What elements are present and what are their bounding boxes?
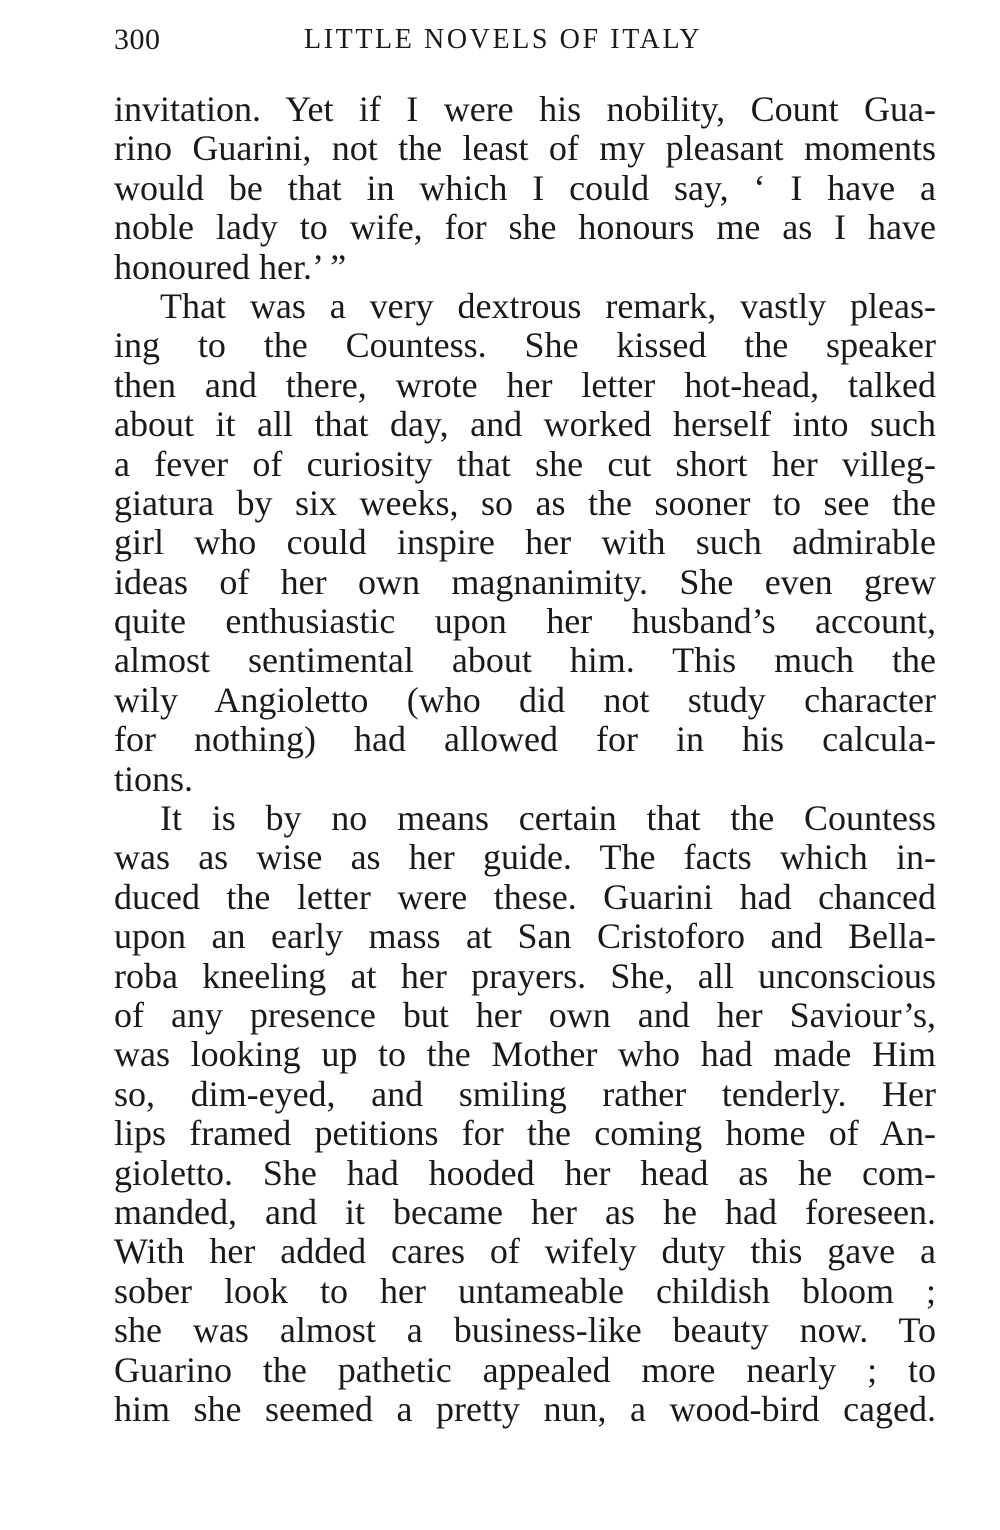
text-line: of any presence but her own and her Saviour’s, [114, 995, 936, 1035]
text-line: gioletto. She had hooded her head as he com- [114, 1153, 936, 1193]
text-line: quite enthusiastic upon her husband’s account, [114, 602, 936, 642]
text-line: she was almost a business-like beauty now. To [114, 1311, 936, 1351]
paragraph-1 [114, 90, 936, 287]
text-line: manded, and it became her as he had foreseen. [114, 1192, 936, 1232]
text-line: tions. [114, 759, 194, 799]
text-line: almost sentimental about him. This much the [114, 641, 936, 681]
text-line: That was a very dextrous remark, vastly pleas- [160, 286, 936, 326]
text-line: invitation. Yet if I were his nobility, Count Gua- [114, 90, 936, 129]
text-line: noble lady to wife, for she honours me as I have [114, 208, 936, 248]
text-line: was looking up to the Mother who had made Him [114, 1035, 936, 1075]
text-line: ideas of her own magnanimity. She even grew [114, 562, 936, 602]
text-line: upon an early mass at San Cristoforo and Bella- [114, 917, 936, 957]
running-head: LITTLE NOVELS OF ITALY [304, 24, 703, 55]
page-header [114, 18, 934, 62]
text-line: It is by no means certain that the Countess [160, 799, 936, 839]
text-line: so, dim-eyed, and smiling rather tenderly. Her [114, 1074, 936, 1114]
text-line: honoured her.’ ” [114, 247, 347, 287]
paragraph-2 [114, 287, 936, 799]
text-line: a fever of curiosity that she cut short her villeg- [114, 444, 936, 484]
text-line: was as wise as her guide. The facts which in- [114, 838, 936, 878]
text-line: girl who could inspire her with such admirable [114, 523, 936, 563]
body-text [114, 90, 936, 1429]
text-line: wily Angioletto (who did not study character [114, 680, 936, 720]
text-line: lips framed petitions for the coming home of An- [114, 1114, 936, 1154]
text-line: rino Guarini, not the least of my pleasant moments [114, 129, 936, 169]
text-line: Guarino the pathetic appealed more nearly ; to [114, 1350, 936, 1390]
text-line: roba kneeling at her prayers. She, all unconscious [114, 956, 936, 996]
text-line: giatura by six weeks, so as the sooner to see the [114, 483, 936, 523]
text-line: him she seemed a pretty nun, a wood-bird caged. [114, 1389, 936, 1429]
text-line: then and there, wrote her letter hot-head, talked [114, 365, 936, 405]
text-line: With her added cares of wifely duty this gave a [114, 1232, 936, 1272]
text-line: ing to the Countess. She kissed the speaker [114, 326, 936, 366]
text-line: would be that in which I could say, ‘ I have a [114, 168, 936, 208]
text-line: sober look to her untameable childish bloom ; [114, 1271, 936, 1311]
page-number: 300 [114, 23, 161, 56]
text-line: for nothing) had allowed for in his calcula- [114, 720, 936, 760]
text-line: duced the letter were these. Guarini had chanced [114, 877, 936, 917]
text-line: about it all that day, and worked herself into such [114, 405, 936, 445]
paragraph-3 [114, 799, 936, 1429]
